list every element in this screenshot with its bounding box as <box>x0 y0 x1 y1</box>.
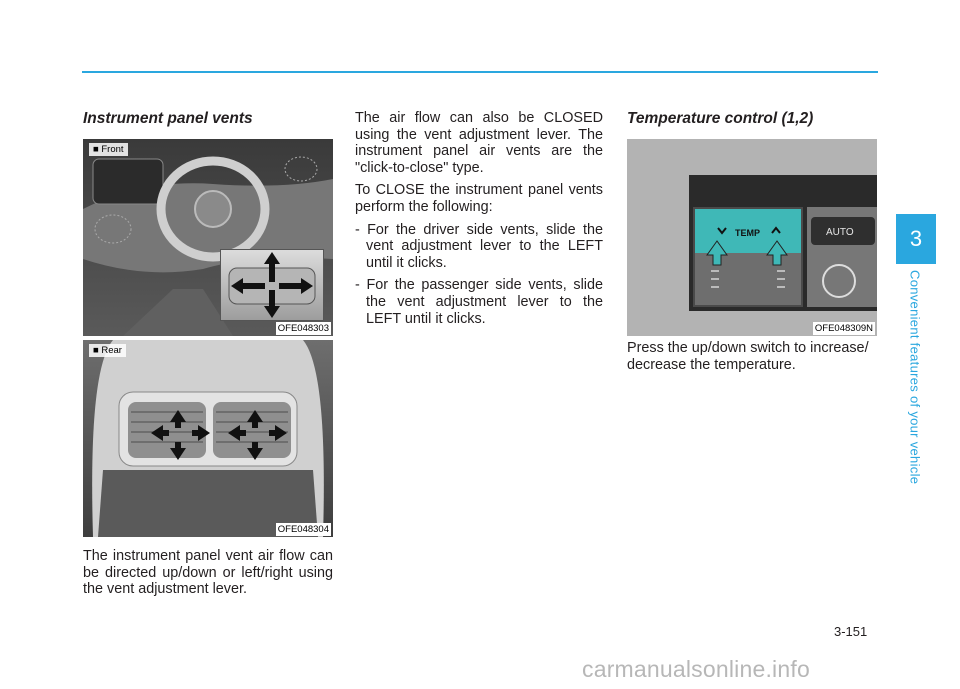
page-number: 3-151 <box>834 624 868 639</box>
middle-column <box>355 110 603 333</box>
driver-side-step: - For the driver side vents, slide the vent adjustment lever to the LEFT until it clicks. <box>355 221 603 271</box>
auto-button-label: AUTO <box>826 227 854 238</box>
chapter-title-text: Convenient features of your vehicle <box>907 270 923 485</box>
front-figure-code: OFE048303 <box>277 323 329 334</box>
chapter-number-tab: 3 <box>896 214 936 264</box>
vent-airflow-text: The instrument panel vent air flow can be directed up/down or left/right using the vent adjustment lever. <box>83 548 333 598</box>
vent-arrows <box>221 250 323 320</box>
passenger-side-step: - For the passenger side vents, slide the vent adjustment lever to the LEFT until it clicks. <box>355 277 603 327</box>
click-to-close-paragraph: The air flow can also be CLOSED using the vent adjustment lever. The instrument panel air vents are the "click-to-close" type. <box>355 110 603 176</box>
rear-console-drawing <box>83 340 333 537</box>
rear-figure-code: OFE048304 <box>277 524 329 535</box>
instrument-panel-vents-heading: Instrument panel vents <box>83 110 253 127</box>
close-vents-intro: To CLOSE the instrument panel vents perform the following: <box>355 182 603 215</box>
watermark: carmanualsonline.info <box>582 656 810 682</box>
rear-label: ■ Rear <box>89 344 126 357</box>
temperature-figure-code: OFE048309N <box>814 323 873 334</box>
header-rule <box>82 71 878 73</box>
temp-switch-label: TEMP <box>735 228 761 238</box>
temperature-instruction-text: Press the up/down switch to increase/ decrease the temperature. <box>627 340 869 373</box>
chapter-title <box>902 270 928 495</box>
temperature-control-illustration <box>627 139 877 336</box>
front-label: ■ Front <box>89 143 128 156</box>
front-vents-illustration <box>83 139 333 336</box>
rear-vents-illustration <box>83 340 333 537</box>
temperature-control-heading: Temperature control (1,2) <box>627 110 814 127</box>
vent-detail-inset <box>220 249 324 321</box>
